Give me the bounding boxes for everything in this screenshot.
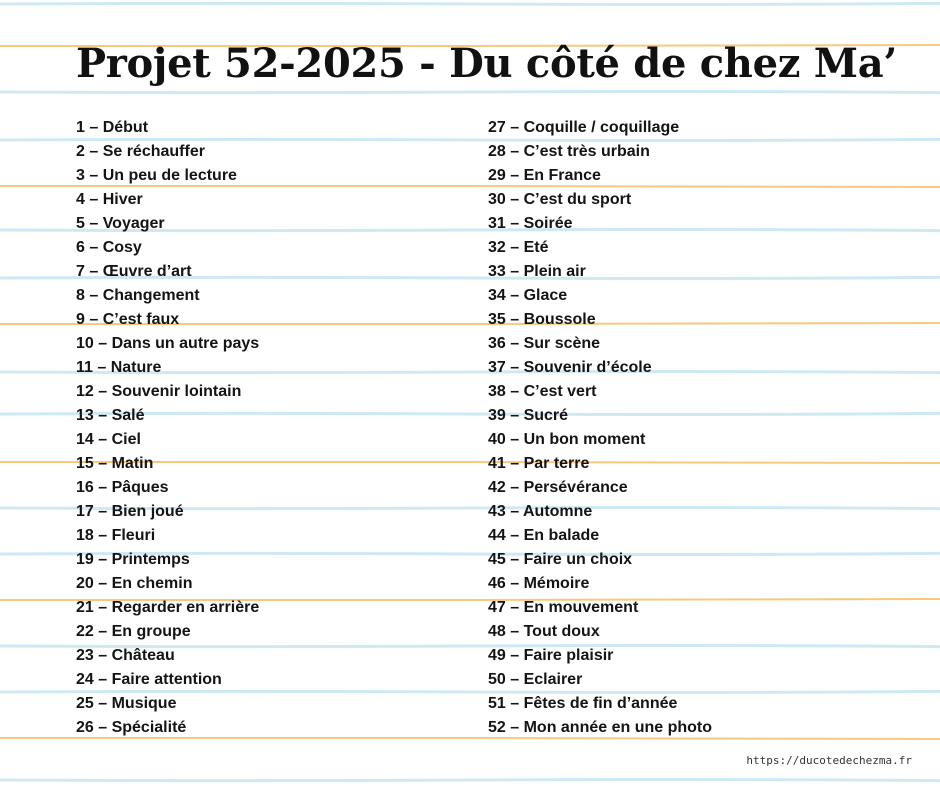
theme-item: 43 – Automne (488, 503, 593, 520)
theme-item: 26 – Spécialité (76, 719, 187, 736)
theme-item: 24 – Faire attention (76, 671, 222, 688)
theme-item: 41 – Par terre (488, 455, 590, 472)
theme-item: 14 – Ciel (76, 431, 141, 448)
theme-item: 31 – Soirée (488, 215, 573, 232)
theme-item: 32 – Eté (488, 239, 549, 256)
theme-item: 23 – Château (76, 647, 175, 664)
themes-list-right (488, 116, 712, 740)
theme-item: 9 – C’est faux (76, 311, 180, 328)
theme-item: 44 – En balade (488, 527, 600, 544)
theme-item: 52 – Mon année en une photo (488, 719, 713, 736)
theme-item: 12 – Souvenir lointain (76, 383, 242, 400)
theme-item: 11 – Nature (76, 359, 162, 376)
theme-item: 13 – Salé (76, 407, 145, 424)
theme-item: 37 – Souvenir d’école (488, 359, 652, 376)
theme-item: 4 – Hiver (76, 191, 143, 208)
theme-item: 15 – Matin (76, 455, 154, 472)
themes-list-left (76, 116, 259, 740)
website-url: https://ducotedechezma.fr (746, 754, 912, 767)
theme-item: 19 – Printemps (76, 551, 190, 568)
blue-ruled-line (0, 3, 940, 4)
theme-item: 36 – Sur scène (488, 335, 601, 352)
theme-item: 50 – Eclairer (488, 671, 583, 688)
theme-item: 46 – Mémoire (488, 575, 590, 592)
theme-item: 3 – Un peu de lecture (76, 167, 237, 184)
theme-item: 20 – En chemin (76, 575, 193, 592)
theme-item: 27 – Coquille / coquillage (488, 119, 680, 136)
theme-item: 49 – Faire plaisir (488, 647, 614, 664)
theme-item: 21 – Regarder en arrière (76, 599, 260, 616)
theme-item: 22 – En groupe (76, 623, 191, 640)
theme-item: 1 – Début (76, 119, 149, 136)
theme-item: 10 – Dans un autre pays (76, 335, 260, 352)
theme-item: 40 – Un bon moment (488, 431, 646, 448)
theme-item: 2 – Se réchauffer (76, 143, 205, 160)
theme-item: 42 – Persévérance (488, 479, 628, 496)
theme-item: 51 – Fêtes de fin d’année (488, 695, 678, 712)
blue-ruled-line (0, 92, 940, 93)
theme-item: 7 – Œuvre d’art (76, 263, 192, 280)
theme-item: 6 – Cosy (76, 239, 142, 256)
theme-item: 47 – En mouvement (488, 599, 639, 616)
theme-item: 48 – Tout doux (488, 623, 600, 640)
theme-item: 16 – Pâques (76, 479, 169, 496)
theme-item: 30 – C’est du sport (488, 191, 632, 208)
theme-item: 17 – Bien joué (76, 503, 184, 520)
theme-item: 33 – Plein air (488, 263, 586, 280)
theme-item: 29 – En France (488, 167, 601, 184)
theme-item: 25 – Musique (76, 695, 177, 712)
theme-item: 34 – Glace (488, 287, 568, 304)
blue-ruled-line (0, 780, 940, 781)
theme-item: 8 – Changement (76, 287, 200, 304)
theme-item: 38 – C’est vert (488, 383, 597, 400)
theme-item: 18 – Fleuri (76, 527, 156, 544)
theme-item: 35 – Boussole (488, 311, 596, 328)
page-title: Projet 52-2025 - Du côté de chez Ma’ (76, 40, 897, 87)
theme-item: 28 – C’est très urbain (488, 143, 650, 160)
theme-item: 39 – Sucré (488, 407, 569, 424)
theme-item: 5 – Voyager (76, 215, 165, 232)
theme-item: 45 – Faire un choix (488, 551, 633, 568)
